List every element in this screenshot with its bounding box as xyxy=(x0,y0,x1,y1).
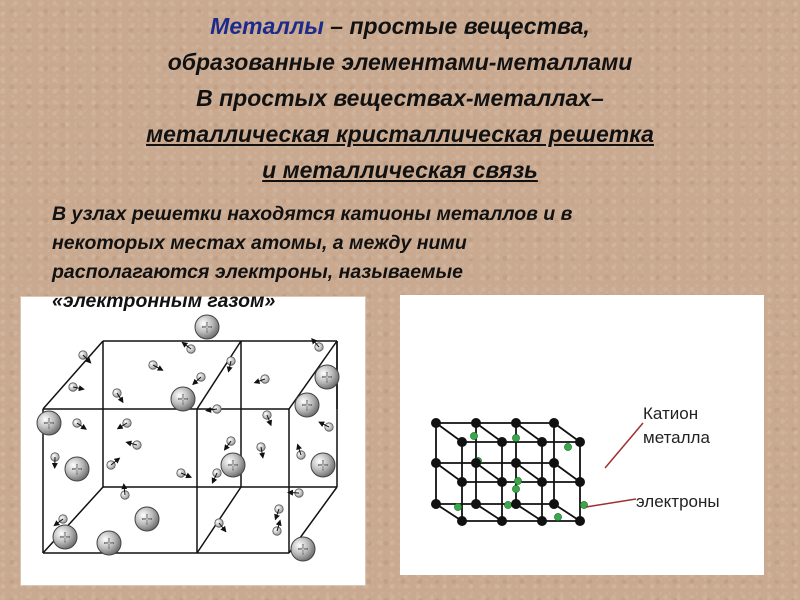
cation-node xyxy=(497,477,507,487)
cation-node xyxy=(511,499,521,509)
crystal-lattice-figure xyxy=(400,295,764,575)
paragraph-line-2: некоторых местах атомы, а между ними xyxy=(52,232,467,254)
cation-node xyxy=(537,477,547,487)
electron-dot-green xyxy=(470,432,477,439)
title-line-1-rest: – простые вещества, xyxy=(323,13,590,39)
cation-plus-sign: + xyxy=(300,396,314,414)
electron-dot-green xyxy=(512,434,519,441)
cation-plus-sign: + xyxy=(316,456,330,474)
electron-dot-green xyxy=(454,503,461,510)
title-accent-word: Металлы xyxy=(210,13,324,39)
cation-plus-sign: + xyxy=(226,456,240,474)
cation-node xyxy=(549,418,559,428)
cation-node xyxy=(549,499,559,509)
cation-node xyxy=(511,458,521,468)
cation-plus-sign: + xyxy=(42,414,56,432)
title-line-4: металлическая кристаллическая решетка xyxy=(146,121,654,147)
electrons-label: электроны xyxy=(636,492,720,511)
metal-lattice-figure xyxy=(20,296,366,586)
cation-node xyxy=(575,477,585,487)
cation-node xyxy=(431,458,441,468)
cation-node xyxy=(457,477,467,487)
cation-node xyxy=(575,437,585,447)
crystal-lattice-drawing xyxy=(400,295,764,575)
cation-node xyxy=(471,418,481,428)
cation-pointer-line xyxy=(605,423,643,468)
cation-plus-sign: + xyxy=(320,368,334,386)
cation-node xyxy=(511,418,521,428)
cation-plus-sign: + xyxy=(70,460,84,478)
cation-node xyxy=(457,516,467,526)
cation-label-line-1: Катион xyxy=(643,404,699,423)
cation-node xyxy=(471,458,481,468)
cation-node xyxy=(471,499,481,509)
cation-node xyxy=(497,516,507,526)
cation-node xyxy=(549,458,559,468)
cation-node xyxy=(431,418,441,428)
cation-node xyxy=(497,437,507,447)
electron-motion-arrow xyxy=(288,492,299,493)
title-line-1 xyxy=(0,8,800,44)
cation-label-line-2: металла xyxy=(643,428,710,447)
cation-plus-sign: + xyxy=(176,390,190,408)
electron-dot-green xyxy=(554,513,561,520)
lattice-edge xyxy=(43,341,103,409)
electron-dot xyxy=(123,419,131,427)
cation-node xyxy=(431,499,441,509)
cation-plus-sign: + xyxy=(58,528,72,546)
cation-plus-sign: + xyxy=(200,318,214,336)
electron-dot-green xyxy=(514,477,521,484)
electron-dot-green xyxy=(564,443,571,450)
metal-lattice-drawing xyxy=(21,297,365,585)
cation-plus-sign: + xyxy=(140,510,154,528)
cation-node xyxy=(457,437,467,447)
cation-node xyxy=(575,516,585,526)
description-paragraph xyxy=(52,200,772,316)
cation-node xyxy=(537,437,547,447)
cation-plus-sign: + xyxy=(296,540,310,558)
paragraph-line-1: В узлах решетки находятся катионы металлов и в xyxy=(52,203,573,225)
electron-dot-green xyxy=(512,485,519,492)
electron-pointer-line xyxy=(586,499,636,507)
electron-dot-green xyxy=(504,501,511,508)
paragraph-line-4: «электронным газом» xyxy=(52,290,276,312)
title-line-3: В простых веществах-металлах– xyxy=(196,85,604,111)
title-line-2: образованные элементами-металлами xyxy=(167,49,633,75)
cation-node xyxy=(537,516,547,526)
slide-title xyxy=(0,8,800,188)
cation-plus-sign: + xyxy=(102,534,116,552)
paragraph-line-3: располагаются электроны, называемые xyxy=(52,261,463,283)
title-line-5: и металлическая связь xyxy=(262,157,538,183)
